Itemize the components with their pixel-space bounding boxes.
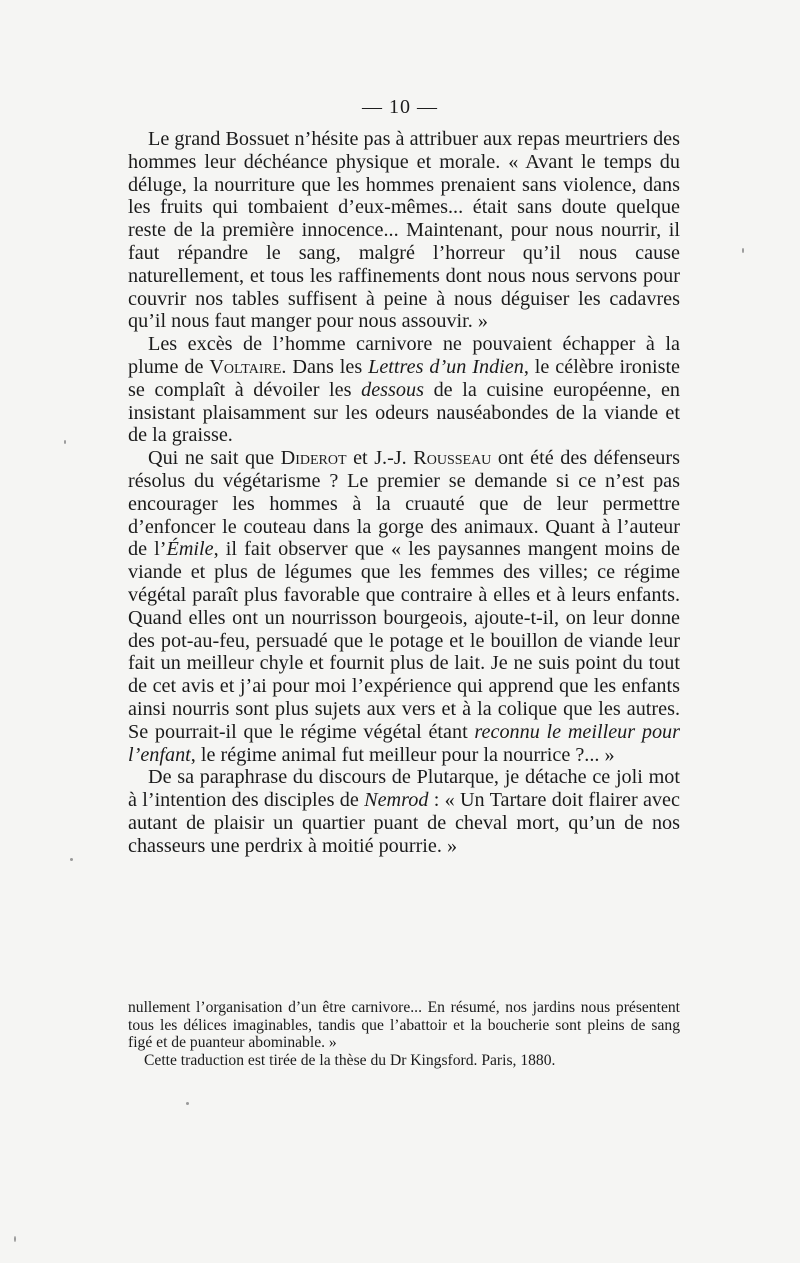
text-run: Le grand Bossuet n’hésite pas à attribuer aux repas meurtriers des hommes leur déchéance physique et morale. « Avant le temps du déluge, la nourriture que les hommes prenaient sans violence, dans les fruits qui tombaient d’eux-mêmes... était sans doute quelque reste de la première innocence... Maintenant, pour nous nourrir, il faut répandre le sang, malgré l’horreur qu’il nous cause naturellement, et tous les raffinements dont nous nous servons pour couvrir nos tables suffisent à peine à nous déguiser les cadavres qu’il nous faut manger pour nous assouvir. » — [128, 128, 680, 333]
text-run: De sa paraphrase du discours de Plutarque, je détache ce joli mot à l’intention des disciples de — [128, 766, 680, 812]
small-caps-name: Diderot — [280, 447, 347, 470]
page-number: — 10 — — [362, 96, 438, 118]
paper-speck — [64, 440, 66, 444]
italic-text: Lettres d’un Indien — [368, 355, 524, 378]
footnote — [128, 999, 680, 1069]
text-run: , le régime animal fut meilleur pour la nourrice ?... » — [190, 743, 615, 766]
italic-text: reconnu le meilleur pour l’enfant — [128, 720, 680, 766]
paragraph-plutarque — [128, 766, 680, 857]
paragraph-bossuet — [128, 128, 680, 333]
small-caps-name: Voltaire — [209, 355, 282, 378]
paragraph-diderot-rousseau — [128, 447, 680, 766]
text-run: Les excès de l’homme carnivore ne pouvaient échapper à la plume de — [128, 333, 680, 378]
paper-speck — [186, 1102, 189, 1105]
main-text — [128, 128, 680, 858]
small-caps-name: Rousseau — [413, 447, 492, 470]
paper-speck — [14, 1236, 16, 1242]
paper-speck — [70, 858, 73, 861]
italic-text: Émile — [166, 538, 214, 561]
text-run: et J.-J. — [346, 447, 414, 470]
footnote-source: Cette traduction est tirée de la thèse du Dr Kingsford. Paris, 1880. — [144, 1051, 556, 1069]
paragraph-voltaire — [128, 333, 680, 447]
text-run: , le célèbre ironiste se complaît à dévoiler les — [128, 355, 681, 401]
text-run: . Dans les — [281, 355, 369, 378]
text-run: de la cuisine européenne, en insistant plaisamment sur les odeurs nauséabondes de la viande et de la graisse. — [128, 378, 681, 447]
text-run: ont été des défenseurs résolus du végétarisme ? Le premier se demande si ce n’est pas encourager les hommes à la cruauté que de leur permettre d’enfoncer le couteau dans la gorge des animaux. Quant à l’auteur de l’ — [128, 447, 680, 561]
paper-speck — [742, 248, 744, 253]
footnote-quote: nullement l’organisation d’un être carnivore... En résumé, nos jardins nous présentent tous les délices imaginables, tandis que l’abattoir et la boucherie sont pleins de sang figé et de puanteur abominable. » — [128, 999, 680, 1052]
text-run: Qui ne sait que — [148, 447, 281, 470]
text-run: , il fait observer que « les paysannes mangent moins de viande et plus de légumes que les femmes des villes; ce régime végétal paraît plus favorable que contraire à elles et à leurs enfants. Quand elles ont un nourrisson bourgeois, ajoute-t-il, on leur donne des pot-au-feu, persuadé que le potage et le bouillon de viande leur fait un meilleur chyle et fournit plus de lait. Je ne suis point du tout de cet avis et j’ai pour moi l’expérience qui apprend que les enfants ainsi nourris sont plus sujets aux vers et à la colique que les autres. Se pourrait-il que le régime végétal étant — [128, 538, 680, 743]
italic-text: dessous — [361, 378, 424, 401]
text-run: : « Un Tartare doit flairer avec autant de plaisir un quartier puant de cheval mort, qu’un de nos chasseurs une perdrix à moitié pourrie. » — [128, 789, 680, 857]
italic-text: Nemrod — [364, 789, 429, 812]
